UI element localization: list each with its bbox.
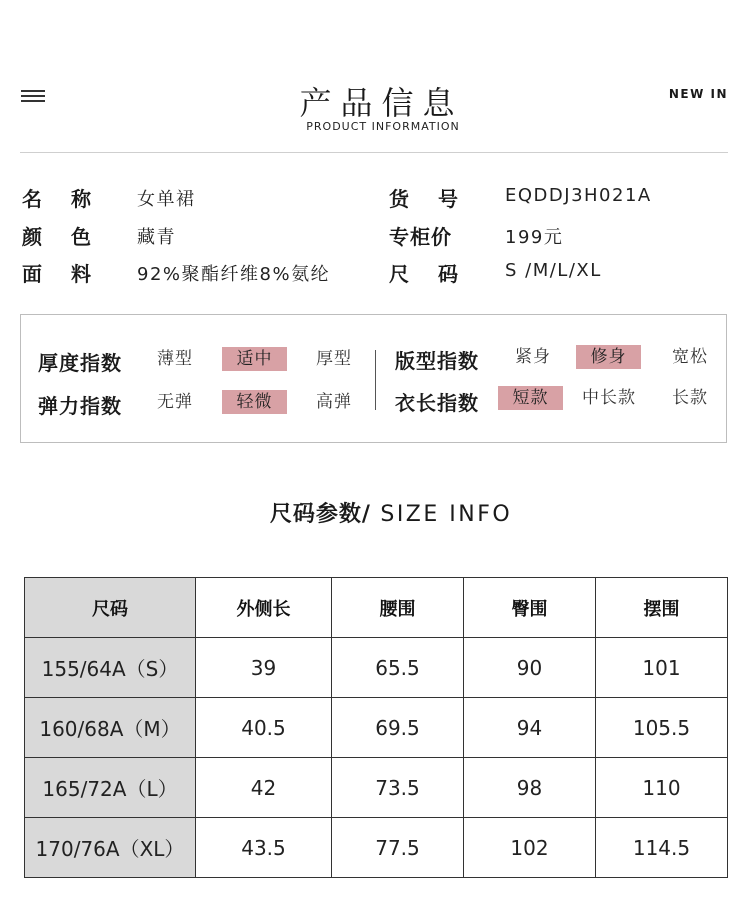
length-option-long: 长款 — [672, 388, 708, 408]
row-hip: 102 — [464, 818, 596, 878]
name-label: 名 称 — [22, 187, 92, 211]
size-label: 尺 码 — [389, 262, 459, 286]
fit-index-panel — [20, 314, 727, 443]
fit-option-tight: 紧身 — [515, 347, 551, 367]
row-waist: 77.5 — [332, 818, 464, 878]
header-outseam: 外侧长 — [196, 578, 332, 638]
new-in-link[interactable]: NEW IN — [668, 87, 728, 101]
length-index-title: 衣长指数 — [395, 391, 479, 415]
row-outseam: 42 — [196, 758, 332, 818]
page-subtitle: PRODUCT INFORMATION — [306, 120, 460, 133]
elasticity-option-slight: 轻微 — [222, 390, 287, 414]
size-info-title-en: SIZE INFO — [370, 502, 513, 527]
elasticity-index-title: 弹力指数 — [38, 394, 122, 418]
header-waist: 腰围 — [332, 578, 464, 638]
table-row — [25, 818, 728, 878]
fabric-label: 面 料 — [22, 262, 92, 286]
size-value: S /M/L/XL — [505, 260, 602, 281]
length-option-short: 短款 — [498, 386, 563, 410]
row-hem: 110 — [596, 758, 728, 818]
header-hem: 摆围 — [596, 578, 728, 638]
row-size: 160/68A（M） — [25, 698, 196, 758]
row-waist: 73.5 — [332, 758, 464, 818]
row-waist: 69.5 — [332, 698, 464, 758]
header-hip: 臀围 — [464, 578, 596, 638]
size-info-title-cn: 尺码参数/ — [269, 502, 371, 527]
length-option-midlength: 中长款 — [582, 388, 636, 408]
size-info-title — [0, 497, 750, 528]
index-divider — [375, 350, 376, 410]
row-hip: 98 — [464, 758, 596, 818]
row-outseam: 43.5 — [196, 818, 332, 878]
row-hem: 114.5 — [596, 818, 728, 878]
page-title: 产品信息 — [299, 84, 464, 122]
row-hem: 101 — [596, 638, 728, 698]
row-waist: 65.5 — [332, 638, 464, 698]
header-size: 尺码 — [25, 578, 196, 638]
name-value: 女单裙 — [137, 189, 196, 210]
color-label: 颜 色 — [22, 225, 92, 249]
thickness-option-thin: 薄型 — [157, 349, 193, 369]
thickness-index-title: 厚度指数 — [38, 351, 122, 375]
fit-option-loose: 宽松 — [672, 347, 708, 367]
fabric-value: 92%聚酯纤维8%氨纶 — [137, 264, 331, 285]
size-table-header-row — [25, 578, 728, 638]
row-hip: 94 — [464, 698, 596, 758]
color-value: 藏青 — [137, 227, 176, 248]
price-value: 199元 — [505, 227, 564, 248]
elasticity-option-high: 高弹 — [316, 392, 352, 412]
row-size: 155/64A（S） — [25, 638, 196, 698]
thickness-option-medium: 适中 — [222, 347, 287, 371]
sku-value: EQDDJ3H021A — [505, 185, 652, 206]
row-size: 170/76A（XL） — [25, 818, 196, 878]
table-row — [25, 758, 728, 818]
row-size: 165/72A（L） — [25, 758, 196, 818]
thickness-option-thick: 厚型 — [316, 349, 352, 369]
row-outseam: 40.5 — [196, 698, 332, 758]
header-divider — [20, 152, 728, 153]
price-label: 专柜价 — [389, 225, 452, 249]
row-hem: 105.5 — [596, 698, 728, 758]
fit-option-slim: 修身 — [576, 345, 641, 369]
size-table — [24, 577, 728, 878]
elasticity-option-none: 无弹 — [157, 392, 193, 412]
table-row — [25, 698, 728, 758]
table-row — [25, 638, 728, 698]
row-outseam: 39 — [196, 638, 332, 698]
fit-index-title: 版型指数 — [395, 349, 479, 373]
sku-label: 货 号 — [389, 187, 459, 211]
row-hip: 90 — [464, 638, 596, 698]
